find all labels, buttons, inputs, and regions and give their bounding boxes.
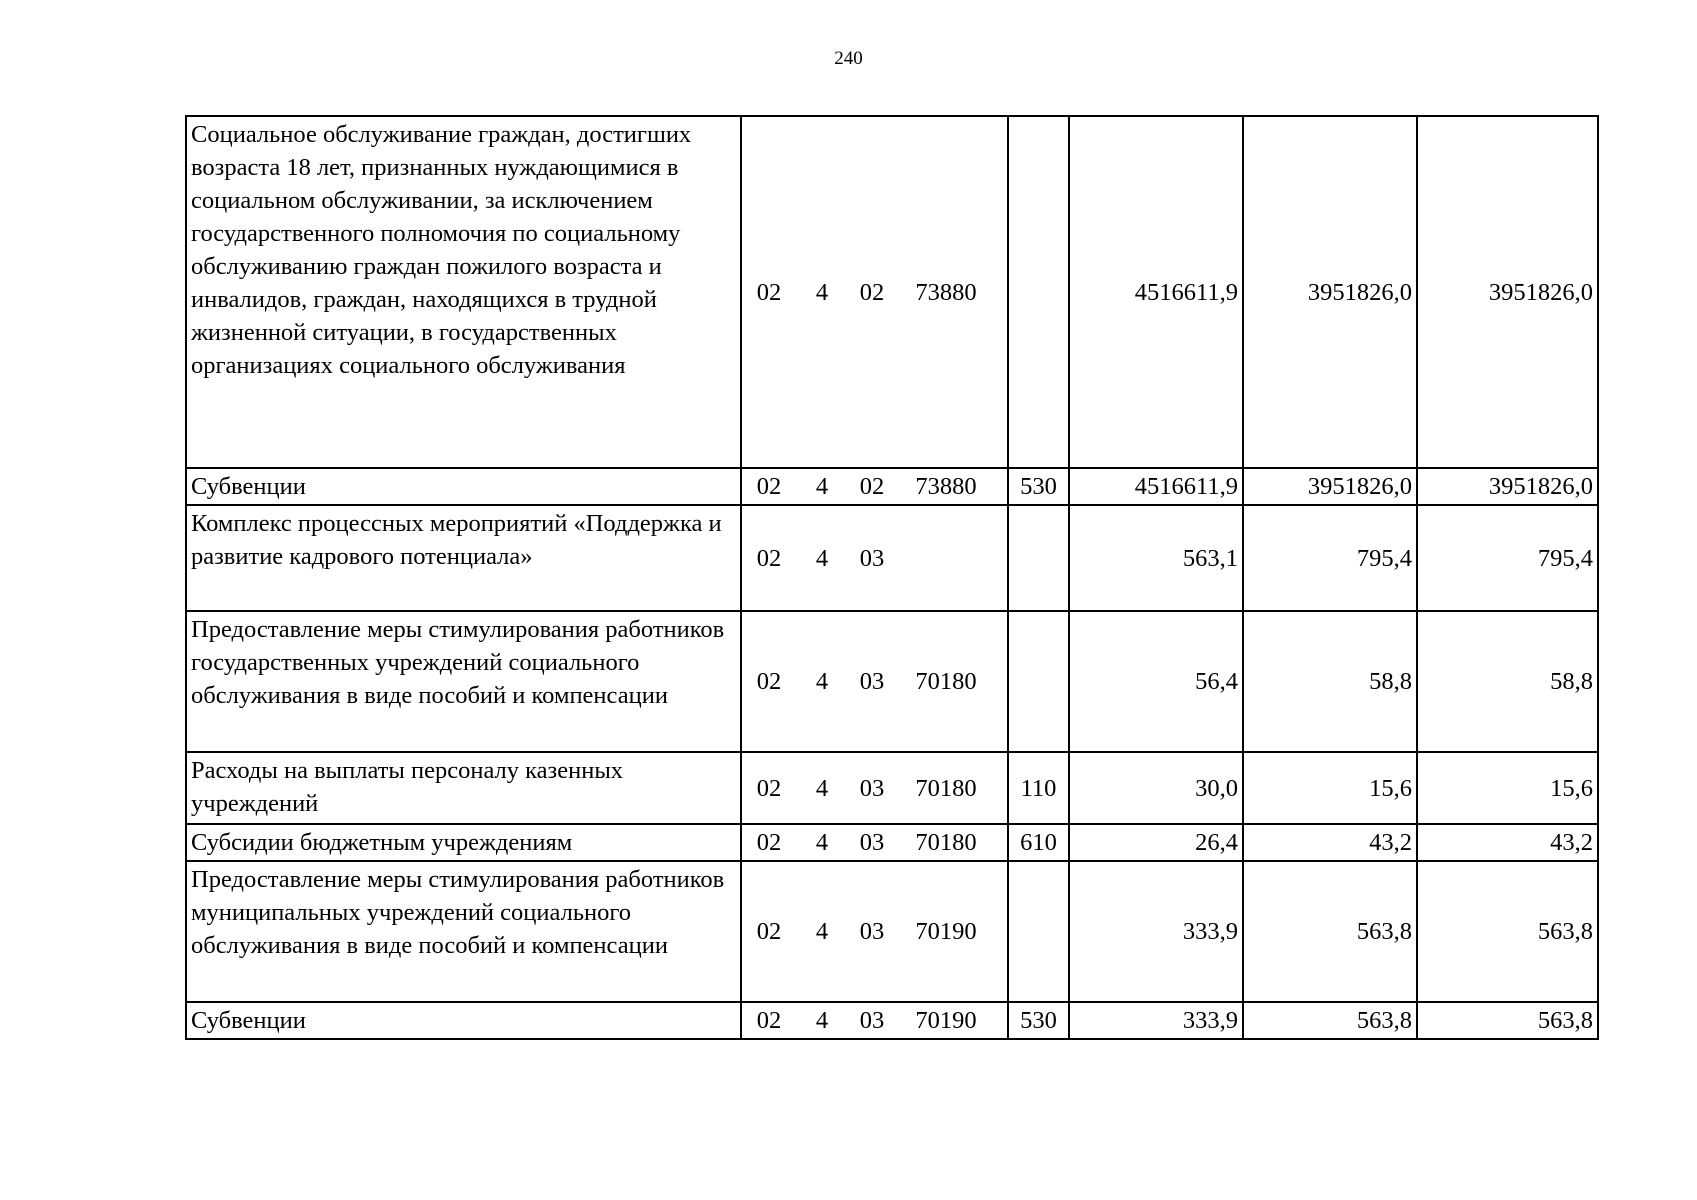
expense-type-code: 110 <box>1008 752 1069 824</box>
row-name: Предоставление меры стимулирования работников государственных учреждений социального обслуживания в виде пособий и компенсации <box>186 611 741 752</box>
code-part: 4 <box>815 829 829 856</box>
code-part: 73880 <box>915 473 977 500</box>
program-code <box>741 468 1008 505</box>
amount-year-1: 4516611,9 <box>1069 468 1243 505</box>
amount-year-1: 563,1 <box>1069 505 1243 611</box>
amount-year-3: 563,8 <box>1417 861 1598 1002</box>
amount-year-3: 795,4 <box>1417 505 1598 611</box>
program-code <box>741 1002 1008 1039</box>
code-part: 02 <box>756 1007 782 1034</box>
row-name: Субвенции <box>186 468 741 505</box>
amount-year-3: 3951826,0 <box>1417 468 1598 505</box>
expense-type-code <box>1008 861 1069 1002</box>
row-name: Субвенции <box>186 1002 741 1039</box>
row-name: Социальное обслуживание граждан, достигших возраста 18 лет, признанных нуждающимися в социальном обслуживании, за исключением государственного полномочия по социальному обслуживанию граждан пожилого возраста и инвалидов, граждан, находящихся в трудной жизненной ситуации, в государственных организациях социального обслуживания <box>186 116 741 468</box>
table-row <box>186 468 1598 505</box>
code-part: 03 <box>859 1007 885 1034</box>
code-part: 02 <box>756 918 782 945</box>
amount-year-1: 333,9 <box>1069 861 1243 1002</box>
code-part: 70180 <box>915 774 977 802</box>
code-part: 02 <box>756 473 782 500</box>
row-name: Предоставление меры стимулирования работников муниципальных учреждений социального обслуживания в виде пособий и компенсации <box>186 861 741 1002</box>
table-row <box>186 861 1598 1002</box>
code-part: 03 <box>859 918 885 945</box>
code-part: 4 <box>815 1007 829 1034</box>
code-part: 03 <box>859 668 885 695</box>
code-part: 4 <box>815 278 829 306</box>
amount-year-2: 3951826,0 <box>1243 468 1417 505</box>
amount-year-3: 563,8 <box>1417 1002 1598 1039</box>
code-part: 02 <box>756 278 782 306</box>
amount-year-1: 26,4 <box>1069 824 1243 861</box>
amount-year-1: 4516611,9 <box>1069 116 1243 468</box>
amount-year-2: 15,6 <box>1243 752 1417 824</box>
table-row <box>186 752 1598 824</box>
amount-year-3: 15,6 <box>1417 752 1598 824</box>
program-code <box>741 824 1008 861</box>
amount-year-1: 333,9 <box>1069 1002 1243 1039</box>
amount-year-3: 3951826,0 <box>1417 116 1598 468</box>
expense-type-code <box>1008 505 1069 611</box>
table-row <box>186 116 1598 468</box>
table-row <box>186 611 1598 752</box>
code-part: 02 <box>756 829 782 856</box>
code-part: 4 <box>815 774 829 802</box>
amount-year-2: 3951826,0 <box>1243 116 1417 468</box>
program-code <box>741 505 1008 611</box>
expense-type-code: 530 <box>1008 1002 1069 1039</box>
amount-year-3: 43,2 <box>1417 824 1598 861</box>
code-part: 4 <box>815 473 829 500</box>
amount-year-2: 563,8 <box>1243 861 1417 1002</box>
table-row <box>186 505 1598 611</box>
amount-year-3: 58,8 <box>1417 611 1598 752</box>
code-part: 03 <box>859 774 885 802</box>
expense-type-code: 610 <box>1008 824 1069 861</box>
expense-type-code <box>1008 116 1069 468</box>
code-part: 70180 <box>915 829 977 856</box>
expense-type-code <box>1008 611 1069 752</box>
budget-table <box>185 115 1599 1040</box>
amount-year-1: 30,0 <box>1069 752 1243 824</box>
row-name: Комплекс процессных мероприятий «Поддержка и развитие кадрового потенциала» <box>186 505 741 611</box>
amount-year-2: 58,8 <box>1243 611 1417 752</box>
code-part: 02 <box>756 544 782 572</box>
amount-year-2: 795,4 <box>1243 505 1417 611</box>
code-part: 03 <box>859 544 885 572</box>
code-part: 4 <box>815 544 829 572</box>
amount-year-2: 563,8 <box>1243 1002 1417 1039</box>
table-row <box>186 1002 1598 1039</box>
program-code <box>741 116 1008 468</box>
expense-type-code: 530 <box>1008 468 1069 505</box>
row-name: Расходы на выплаты персоналу казенных учреждений <box>186 752 741 824</box>
code-part: 02 <box>859 473 885 500</box>
program-code <box>741 611 1008 752</box>
row-name: Субсидии бюджетным учреждениям <box>186 824 741 861</box>
code-part: 03 <box>859 829 885 856</box>
page-number: 240 <box>834 48 863 69</box>
amount-year-2: 43,2 <box>1243 824 1417 861</box>
program-code <box>741 752 1008 824</box>
amount-year-1: 56,4 <box>1069 611 1243 752</box>
code-part: 70180 <box>915 668 977 695</box>
code-part: 02 <box>756 774 782 802</box>
code-part: 02 <box>859 278 885 306</box>
code-part: 02 <box>756 668 782 695</box>
code-part: 70190 <box>915 918 977 945</box>
code-part: 4 <box>815 918 829 945</box>
code-part: 70190 <box>915 1007 977 1034</box>
code-part: 4 <box>815 668 829 695</box>
table-row <box>186 824 1598 861</box>
code-part: 73880 <box>915 278 977 306</box>
program-code <box>741 861 1008 1002</box>
